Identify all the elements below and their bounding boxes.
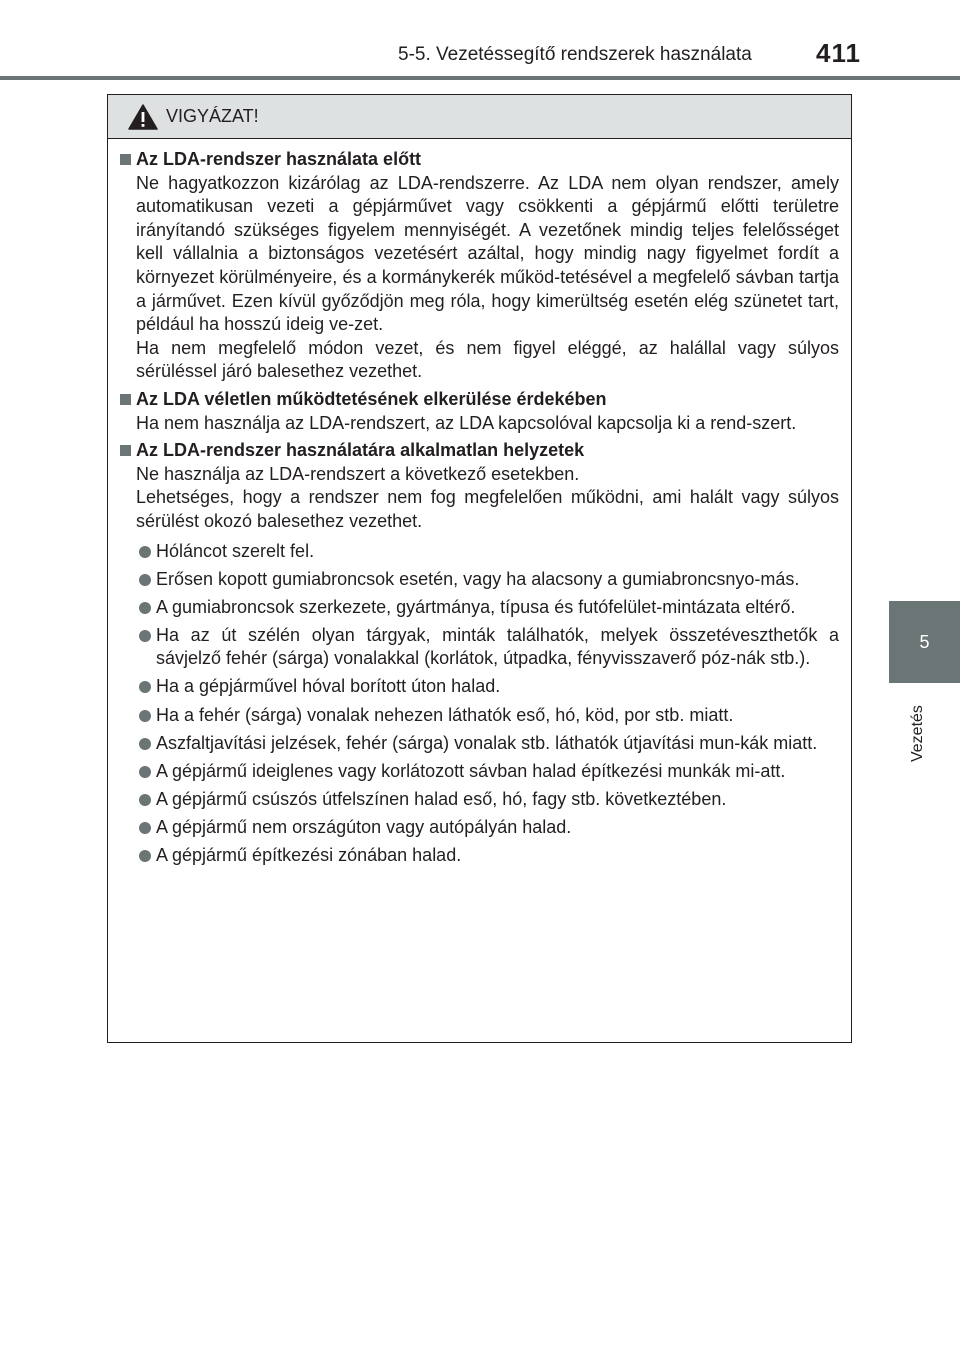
- chapter-number: 5: [919, 631, 930, 652]
- section-before-use: [120, 148, 839, 384]
- section-heading: [120, 388, 839, 412]
- warning-title: VIGYÁZAT!: [166, 106, 259, 126]
- circle-bullet-icon: [139, 630, 151, 642]
- circle-bullet-icon: [139, 681, 151, 693]
- warning-box: [107, 94, 852, 1043]
- list-item: [136, 760, 839, 784]
- circle-bullet-icon: [139, 794, 151, 806]
- list-item-text: A gumiabroncsok szerkezete, gyártmánya, típusa és futófelület-mintázata eltérő.: [156, 596, 796, 617]
- paragraph: Lehetséges, hogy a rendszer nem fog megfelelően működni, ami halált vagy súlyos sérülést okozó balesethez vezethet.: [136, 487, 839, 531]
- list-item: [136, 788, 839, 812]
- list-item: [136, 675, 839, 699]
- list-item: [136, 816, 839, 840]
- square-bullet-icon: [120, 394, 131, 405]
- paragraph: Ne hagyatkozzon kizárólag az LDA-rendszerre. Az LDA nem olyan rendszer, amely automatikusan vezeti a gépjárművet vagy csökkenti a gépjármű előtti területre irányítandó szükséges figyelem mennyiségét. A vezetőnek mindig teljes felelősséget kell vállalnia a biztonságos vezetésért azáltal, hogy mindig nagy figyelmet fordít a környezet körülményeire, és a kormánykerék működ-tetésével a megfelelő sávban tartja a járművet. Ezen kívül győződjön meg róla, hogy kimerültség esetén elég szünetet tart, például ha hosszú ideig ve-zet.: [136, 172, 839, 335]
- circle-bullet-icon: [139, 850, 151, 862]
- list-item: [136, 732, 839, 756]
- section-unsuitable-situations: [120, 439, 839, 868]
- circle-bullet-icon: [139, 710, 151, 722]
- list-item: [136, 540, 839, 564]
- circle-bullet-icon: [139, 766, 151, 778]
- situation-list: [136, 540, 839, 868]
- warning-triangle-icon: [128, 104, 158, 130]
- warning-content: [108, 139, 851, 868]
- section-heading: [120, 148, 839, 172]
- square-bullet-icon: [120, 445, 131, 456]
- section-avoid-accidental-operation: [120, 388, 839, 435]
- chapter-tab: [889, 601, 960, 683]
- list-item-text: Erősen kopott gumiabroncsok esetén, vagy ha alacsony a gumiabroncsnyo-más.: [156, 568, 800, 589]
- list-item: [136, 596, 839, 620]
- circle-bullet-icon: [139, 602, 151, 614]
- section-body: [120, 463, 839, 868]
- paragraph: Ha nem használja az LDA-rendszert, az LDA kapcsolóval kapcsolja ki a rend-szert.: [136, 412, 797, 433]
- paragraph: Ne használja az LDA-rendszert a következő esetekben.: [136, 463, 580, 484]
- warning-header: [108, 95, 851, 139]
- page-number: 411: [816, 38, 861, 68]
- section-body: [120, 412, 839, 436]
- circle-bullet-icon: [139, 822, 151, 834]
- list-item: [136, 568, 839, 592]
- list-item-text: Ha az út szélén olyan tárgyak, minták találhatók, melyek összetéveszthetők a sávjelző fehér (sárga) vonalakkal (korlátok, útpadka, fényvisszaverő póz-nák stb.).: [156, 624, 839, 669]
- list-item-text: A gépjármű nem országúton vagy autópályán halad.: [156, 816, 572, 837]
- list-item-text: Hóláncot szerelt fel.: [156, 540, 315, 561]
- list-item-text: Ha a fehér (sárga) vonalak nehezen láthatók eső, hó, köd, por stb. miatt.: [156, 704, 734, 725]
- circle-bullet-icon: [139, 738, 151, 750]
- list-item-text: A gépjármű építkezési zónában halad.: [156, 845, 462, 866]
- list-item: [136, 704, 839, 728]
- section-heading-text: Az LDA-rendszer használata előtt: [136, 149, 422, 169]
- section-heading: [120, 439, 839, 463]
- section-body: [120, 172, 839, 384]
- list-item: [136, 624, 839, 671]
- chapter-label: Vezetés: [909, 705, 926, 763]
- section-heading-text: Az LDA véletlen működtetésének elkerülése érdekében: [136, 388, 607, 409]
- list-item-text: A gépjármű ideiglenes vagy korlátozott sávban halad építkezési munkák mi-att.: [156, 760, 786, 781]
- square-bullet-icon: [120, 154, 131, 165]
- section-heading-text: Az LDA-rendszer használatára alkalmatlan helyzetek: [136, 440, 585, 461]
- circle-bullet-icon: [139, 546, 151, 558]
- list-item-text: A gépjármű csúszós útfelszínen halad eső, hó, fagy stb. következtében.: [156, 788, 727, 809]
- circle-bullet-icon: [139, 574, 151, 586]
- list-item-text: Aszfaltjavítási jelzések, fehér (sárga) vonalak stb. láthatók útjavítási mun-kák miatt.: [156, 732, 818, 753]
- header-rule: [0, 76, 960, 80]
- list-item: [136, 844, 839, 868]
- running-header-title: 5-5. Vezetéssegítő rendszerek használata: [398, 44, 752, 65]
- list-item-text: Ha a gépjárművel hóval borított úton halad.: [156, 676, 501, 697]
- paragraph: Ha nem megfelelő módon vezet, és nem figyel eléggé, az halállal vagy súlyos sérüléssel járó balesethez vezethet.: [136, 337, 839, 382]
